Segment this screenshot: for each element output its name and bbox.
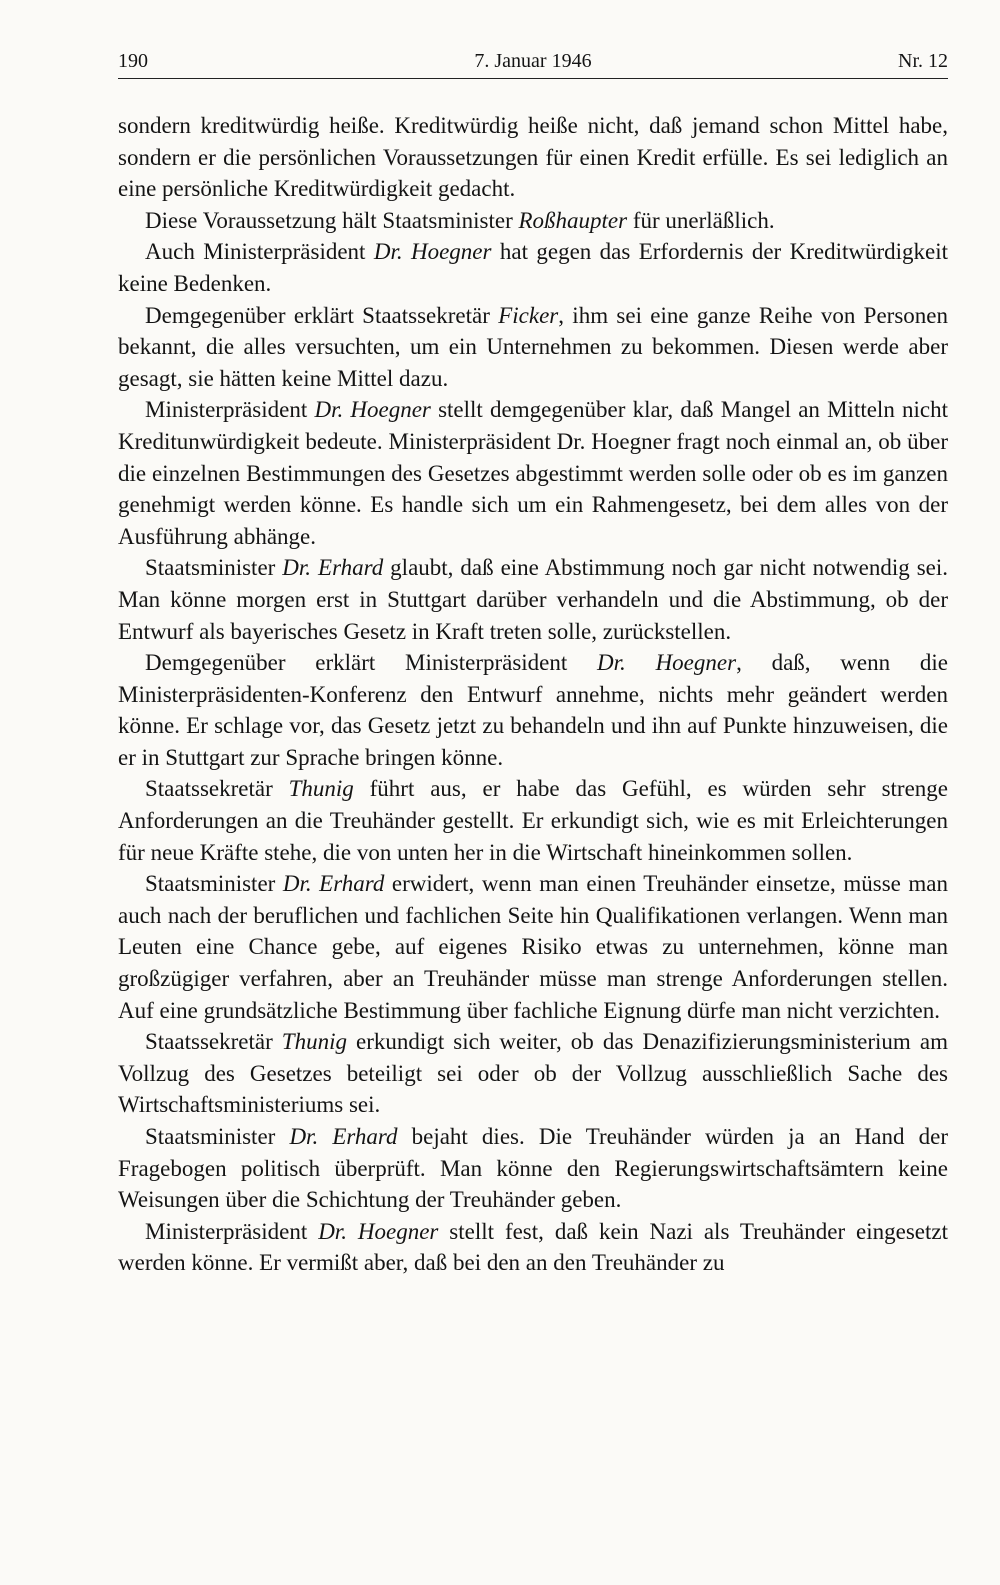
text-segment: glaubt, daß eine Abstimmung noch gar nicht notwendig sei. Man könne morgen erst in Stuttgart darüber verhandeln und die Abstimmung, ob der Entwurf als bayerisches Gesetz in Kraft treten solle, zurückstellen. bbox=[118, 555, 948, 644]
paragraph bbox=[118, 110, 948, 205]
person-name: Thunig bbox=[281, 1029, 347, 1055]
paragraph bbox=[118, 647, 948, 773]
paragraph bbox=[118, 1121, 948, 1216]
person-name: Dr. Hoegner bbox=[318, 1218, 439, 1244]
page-number: 190 bbox=[118, 50, 148, 72]
text-segment: Staatssekretär bbox=[145, 1029, 282, 1055]
person-name: Thunig bbox=[288, 776, 354, 802]
text-segment: Diese Voraussetzung hält Staatsminister bbox=[145, 207, 519, 233]
text-segment: Staatsminister bbox=[145, 871, 283, 897]
text-segment: hat gegen das Erfordernis der Kreditwürdigkeit keine Bedenken. bbox=[118, 239, 948, 296]
paragraph bbox=[118, 552, 948, 647]
paragraph bbox=[118, 394, 948, 552]
person-name: Dr. Erhard bbox=[282, 555, 384, 581]
text-segment: stellt fest, daß kein Nazi als Treuhänder eingesetzt werden könne. Er vermißt aber, daß bei den an den Treuhänder zu bbox=[118, 1218, 948, 1276]
person-name: Ficker bbox=[498, 302, 559, 328]
text-segment: stellt demgegenüber klar, daß Mangel an Mitteln nicht Kreditunwürdigkeit bedeute. Ministerpräsident Dr. Hoegner fragt noch einmal an, ob über die einzelnen Bestimmungen des Gesetzes abgestimmt werden solle oder ob es im ganzen genehmigt werden könne. Es handle sich um ein Rahmengesetz, bei dem alles von der Ausführung abhänge. bbox=[118, 397, 949, 549]
person-name: Dr. Erhard bbox=[282, 871, 385, 897]
text-segment: Auch Ministerpräsident bbox=[145, 239, 374, 265]
text-segment: Ministerpräsident bbox=[145, 1218, 319, 1244]
text-segment: Demgegenüber erklärt Staatssekretär bbox=[145, 302, 499, 328]
text-segment: sondern kreditwürdig heiße. Kreditwürdig heiße nicht, daß jemand schon Mittel habe, sondern er die persönlichen Voraussetzungen für einen Kredit erfülle. Es sei lediglich an eine persönliche Kreditwürdigkeit gedacht. bbox=[118, 113, 948, 202]
paragraph bbox=[118, 868, 948, 1026]
text-segment: Staatsminister bbox=[145, 555, 283, 581]
paragraph bbox=[118, 1216, 948, 1279]
person-name: Dr. Hoegner bbox=[314, 397, 431, 423]
issue-number: Nr. 12 bbox=[898, 50, 948, 72]
paragraph bbox=[118, 300, 948, 395]
text-segment: für unerläßlich. bbox=[627, 207, 775, 233]
text-segment: Staatssekretär bbox=[145, 776, 289, 802]
text-segment: , daß, wenn die Ministerpräsidenten-Konferenz den Entwurf annehme, nichts mehr geändert werden könne. Er schlage vor, das Gesetz jetzt zu behandeln und ihn auf Punkte hinzuweisen, die er in Stuttgart zur Sprache bringen könne. bbox=[118, 650, 948, 770]
text-segment: Ministerpräsident bbox=[145, 397, 315, 423]
paragraph bbox=[118, 773, 948, 868]
text-segment: erkundigt sich weiter, ob das Denazifizierungsministerium am Vollzug des Gesetzes beteiligt sei oder ob der Vollzug ausschließlich Sache des Wirtschaftsministeriums sei. bbox=[118, 1029, 948, 1118]
text-segment: erwidert, wenn man einen Treuhänder einsetze, müsse man auch nach der beruflichen und fachlichen Seite hin Qualifikationen verlangen. Wenn man Leuten eine Chance gebe, auf eigenes Risiko etwas zu unternehmen, könne man großzügiger verfahren, aber an Treuhänder müsse man strenge Anforderungen stellen. Auf eine grundsätzliche Bestimmung über fachliche Eignung dürfe man nicht verzichten. bbox=[118, 871, 948, 1023]
text-segment: Staatsminister bbox=[145, 1124, 290, 1149]
paragraph bbox=[118, 205, 948, 237]
body-text bbox=[118, 110, 948, 1279]
paragraph bbox=[118, 236, 948, 299]
running-header-date: 7. Januar 1946 bbox=[474, 50, 592, 72]
text-segment: führt aus, er habe das Gefühl, es würden sehr strenge Anforderungen an die Treuhänder gestellt. Er erkundigt sich, wie es mit Erleichterungen für neue Kräfte stehe, die von unten her in die Wirtschaft hineinkommen sollen. bbox=[118, 776, 948, 865]
text-segment: Demgegenüber erklärt Ministerpräsident bbox=[145, 650, 598, 676]
page-header bbox=[118, 44, 948, 79]
text-segment: , ihm sei eine ganze Reihe von Personen bekannt, die alles versuchten, um ein Unternehmen zu bekommen. Diesen werde aber gesagt, sie hätten keine Mittel dazu. bbox=[118, 302, 948, 391]
paragraph bbox=[118, 1026, 948, 1121]
person-name: Dr. Hoegner bbox=[597, 650, 737, 676]
person-name: Dr. Erhard bbox=[289, 1124, 398, 1149]
text-segment: bejaht dies. Die Treuhänder würden ja an Hand der Fragebogen politisch überprüft. Man könne den Regierungswirtschaftsämtern keine Weisungen über die Schichtung der Treuhänder geben. bbox=[118, 1124, 948, 1213]
person-name: Dr. Hoegner bbox=[373, 239, 492, 265]
person-name: Roßhaupter bbox=[518, 207, 628, 233]
